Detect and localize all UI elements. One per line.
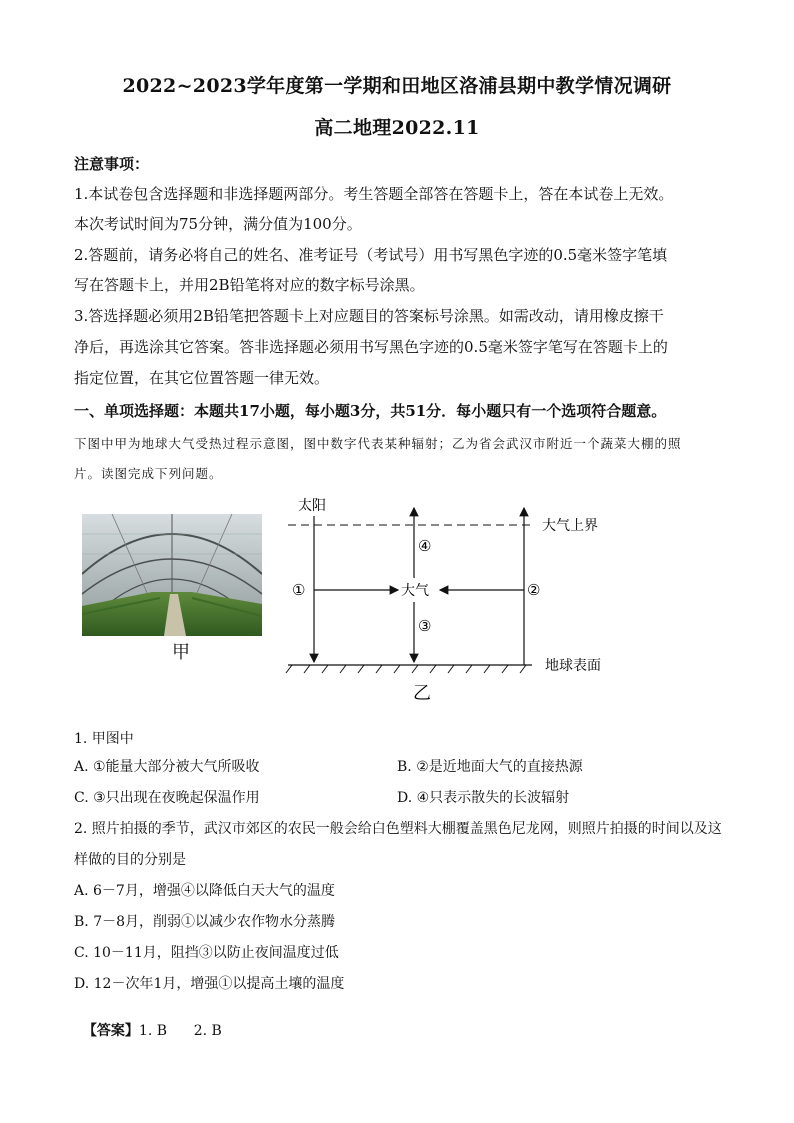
mark-2: ② [527,581,541,599]
notes-heading: 注意事项： [74,155,150,173]
question-2-option-b[interactable]: B. 7－8月，削弱①以减少农作物水分蒸腾 [74,914,336,930]
question-1-option-d[interactable]: D. ④只表示散失的长波辐射 [397,790,570,806]
exam-subtitle: 高二地理2022.11 [314,117,480,139]
question-2-stem: 样做的目的分别是 [74,852,186,868]
question-1-stem: 1. 甲图中 [74,731,134,747]
diagram-label: 乙 [413,683,431,704]
question-2-stem: 2. 照片拍摄的季节，武汉市郊区的农民一般会给白色塑料大棚覆盖黑色尼龙网，则照片拍摄的时间以及这 [74,821,722,837]
ground-label: 地球表面 [545,658,601,674]
greenhouse-photo [82,514,262,636]
section-heading: 一、单项选择题：本题共17小题，每小题3分，共51分．每小题只有一个选项符合题意。 [74,402,667,420]
atmosphere-label: 大气 [401,583,429,599]
answer-tag: 【答案】 [82,1023,139,1039]
answer-line [74,1004,222,1040]
notes-line: 2.答题前，请务必将自己的姓名、准考证号（考试号）用书写黑色字迹的0.5毫米签字笔填 [74,246,668,264]
mark-1: ① [292,581,306,599]
sun-label: 太阳 [298,498,326,514]
exam-title: 2022~2023学年度第一学期和田地区洛浦县期中教学情况调研 [122,75,672,97]
notes-line: 写在答题卡上，并用2B铅笔将对应的数字标号涂黑。 [74,276,425,294]
atmosphere-heating-diagram [280,494,640,708]
section-intro: 片。读图完成下列问题。 [74,466,223,481]
ground-hatching [286,665,526,673]
photo-label: 甲 [172,642,190,663]
atmosphere-top-label: 大气上界 [542,518,598,534]
notes-line: 本次考试时间为75分钟，满分值为100分。 [74,215,362,233]
notes-line: 1.本试卷包含选择题和非选择题两部分。考生答题全部答在答题卡上，答在本试卷上无效。 [74,185,674,203]
question-2-option-d[interactable]: D. 12－次年1月，增强①以提高土壤的温度 [74,976,345,992]
mark-3: ③ [418,617,432,635]
question-1-option-a[interactable]: A. ①能量大部分被大气所吸收 [74,759,260,775]
question-1-option-b[interactable]: B. ②是近地面大气的直接热源 [397,759,583,775]
question-1-option-c[interactable]: C. ③只出现在夜晚起保温作用 [74,790,260,806]
answer-text: 1. B 2. B [138,1023,222,1039]
question-2-option-a[interactable]: A. 6－7月，增强④以降低白天大气的温度 [74,883,335,899]
section-intro: 下图中甲为地球大气受热过程示意图，图中数字代表某种辐射；乙为省会武汉市附近一个蔬菜大棚的照 [74,436,682,451]
question-2-option-c[interactable]: C. 10－11月，阻挡③以防止夜间温度过低 [74,945,339,961]
notes-line: 净后，再选涂其它答案。答非选择题必须用书写黑色字迹的0.5毫米签字笔写在答题卡上的 [74,338,668,356]
mark-4: ④ [418,537,432,555]
notes-line: 指定位置，在其它位置答题一律无效。 [74,369,330,387]
notes-line: 3.答选择题必须用2B铅笔把答题卡上对应题目的答案标号涂黑。如需改动，请用橡皮擦干 [74,307,664,325]
